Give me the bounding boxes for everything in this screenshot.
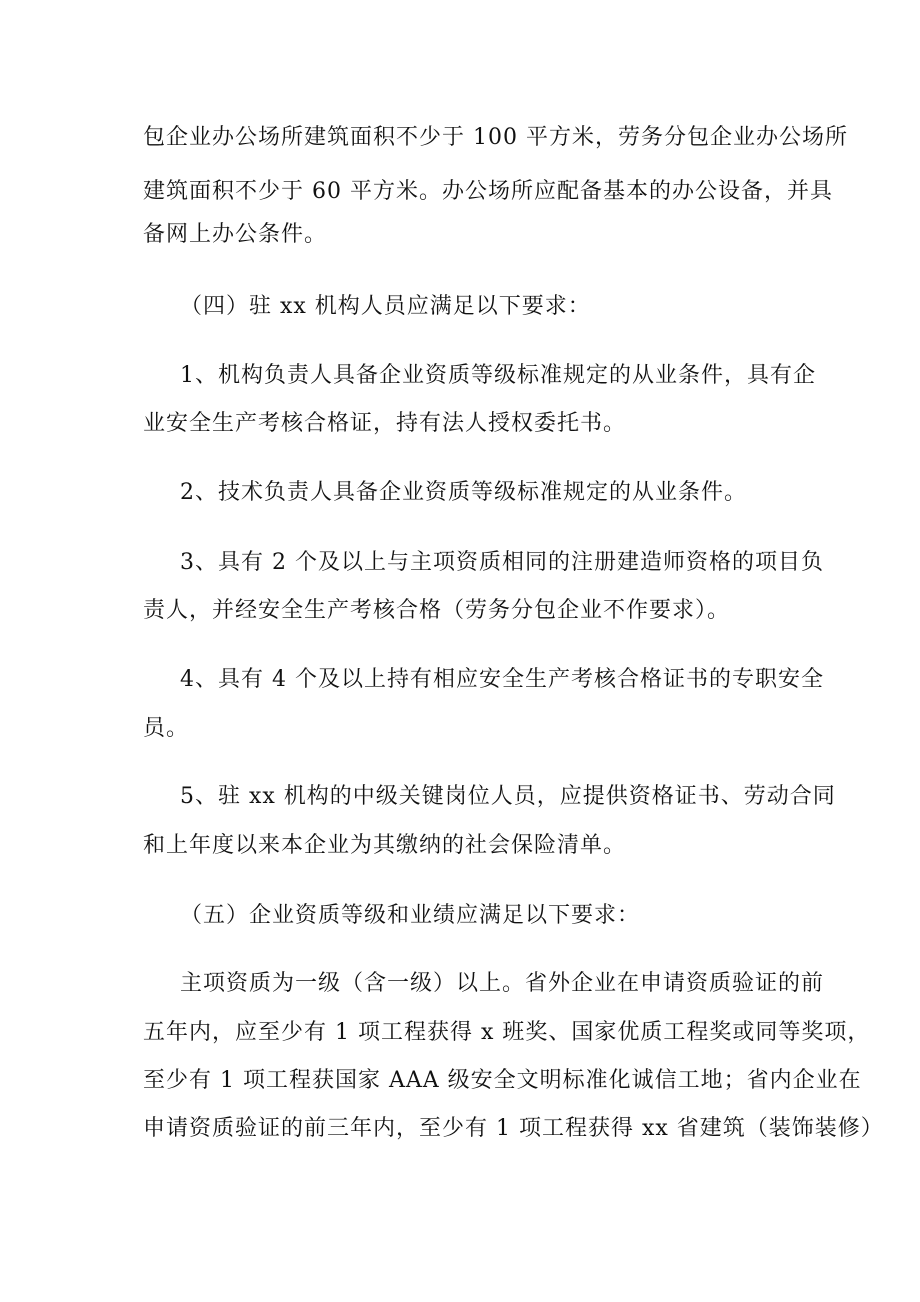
section-heading: （五）企业资质等级和业绩应满足以下要求： <box>180 903 641 928</box>
text-line: 包企业办公场所建筑面积不少于 100 平方米，劳务分包企业办公场所 <box>143 125 848 150</box>
text-line: 1、机构负责人具备企业资质等级标准规定的从业条件，具有企 <box>180 363 816 388</box>
text-line: 4、具有 4 个及以上持有相应安全生产考核合格证书的专职安全 <box>180 667 824 692</box>
section-heading: （四）驻 xx 机构人员应满足以下要求： <box>180 294 591 319</box>
text-line: 至少有 1 项工程获国家 AAA 级安全文明标准化诚信工地；省内企业在 <box>143 1068 862 1093</box>
text-line: 建筑面积不少于 60 平方米。办公场所应配备基本的办公设备，并具 <box>143 179 833 204</box>
text-line: 申请资质验证的前三年内，至少有 1 项工程获得 xx 省建筑（装饰装修） <box>143 1116 884 1141</box>
text-line: 备网上办公条件。 <box>143 222 328 247</box>
text-line: 主项资质为一级（含一级）以上。省外企业在申请资质验证的前 <box>180 971 825 996</box>
text-line: 3、具有 2 个及以上与主项资质相同的注册建造师资格的项目负 <box>180 550 824 575</box>
text-line: 责人，并经安全生产考核合格（劳务分包企业不作要求）。 <box>143 598 731 623</box>
text-line: 五年内，应至少有 1 项工程获得 x 班奖、国家优质工程奖或同等奖项， <box>143 1020 871 1045</box>
text-line: 和上年度以来本企业为其缴纳的社会保险清单。 <box>143 833 627 858</box>
text-line: 2、技术负责人具备企业资质等级标准规定的从业条件。 <box>180 480 747 505</box>
text-line: 5、驻 xx 机构的中级关键岗位人员，应提供资格证书、劳动合同 <box>180 784 836 809</box>
text-line: 业安全生产考核合格证，持有法人授权委托书。 <box>143 411 627 436</box>
text-line: 员。 <box>143 716 190 741</box>
